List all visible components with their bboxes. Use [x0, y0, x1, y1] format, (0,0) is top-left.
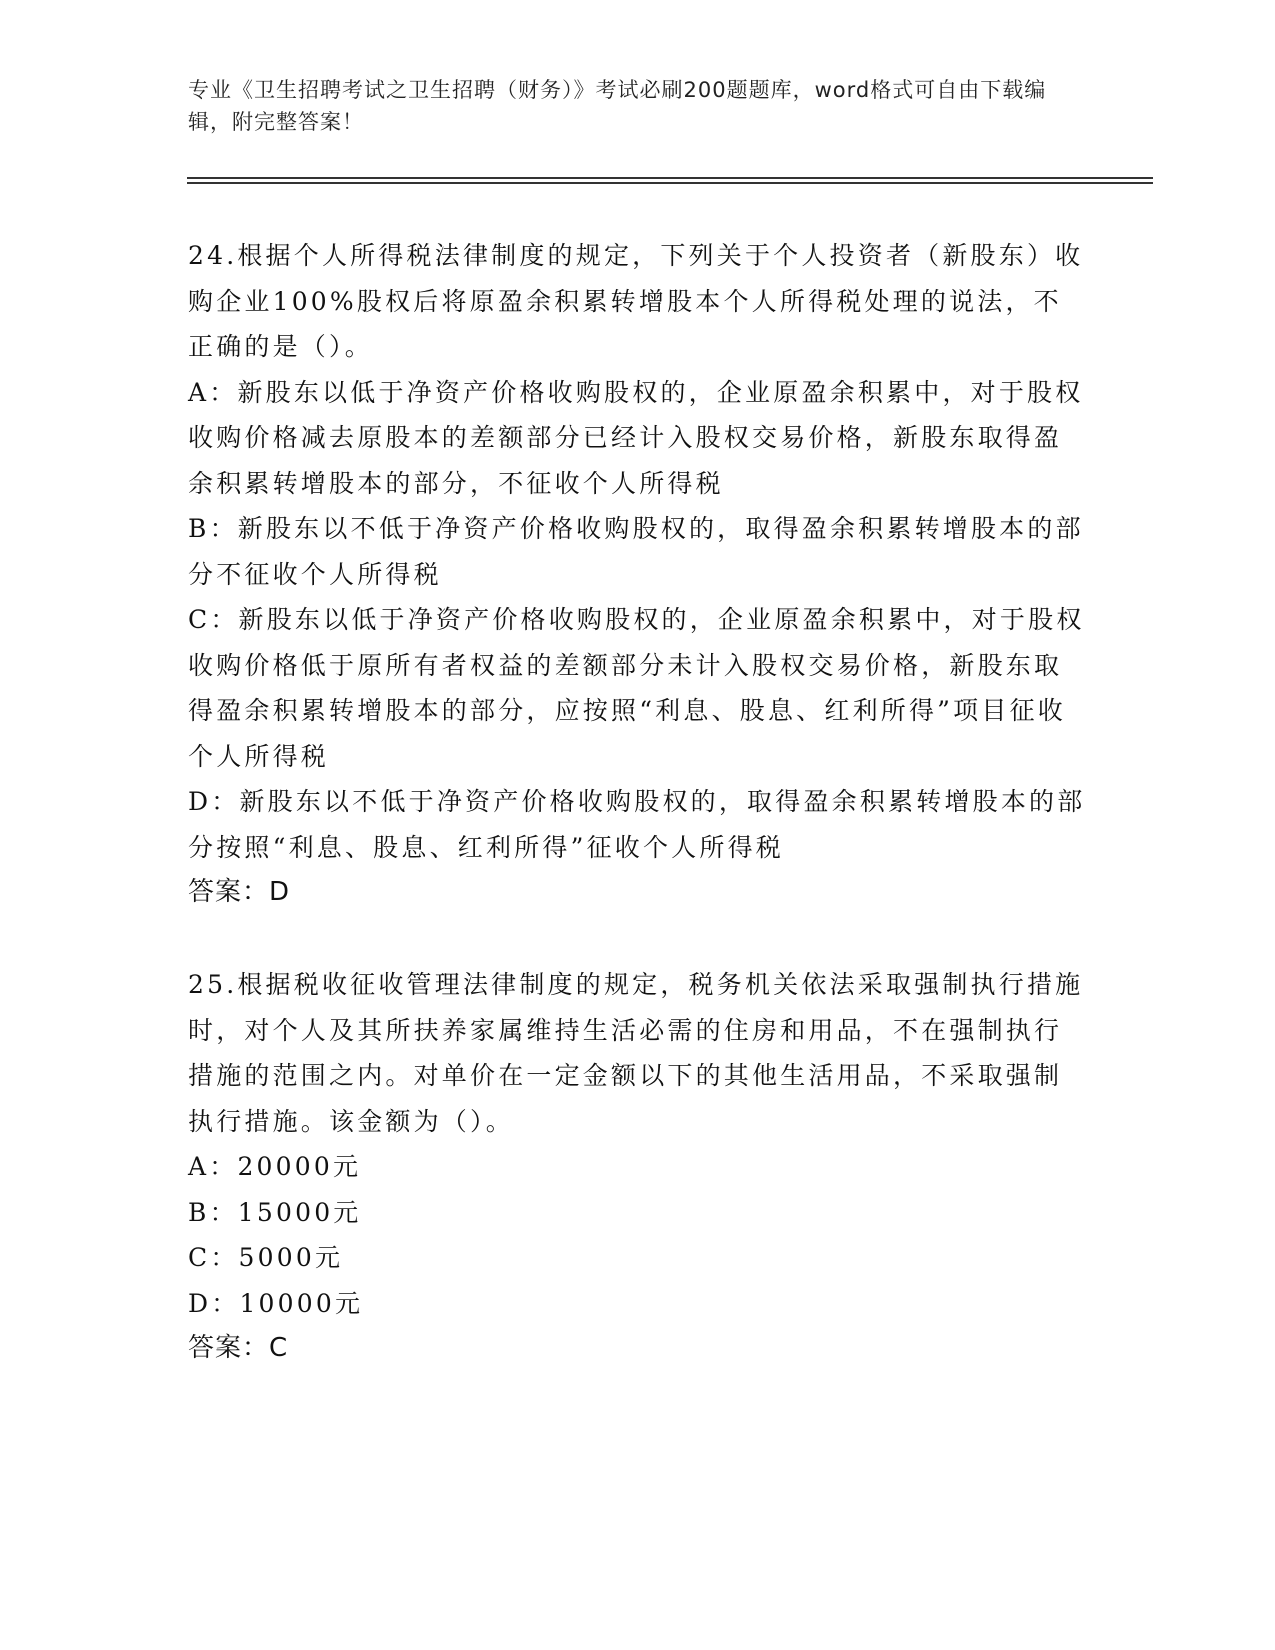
option-a: A：新股东以低于净资产价格收购股权的，企业原盈余积累中，对于股权收购价格减去原股本的差额部分已经计入股权交易价格，新股东取得盈余积累转增股本的部分，不征收个人所得税	[188, 377, 1084, 498]
question-24	[188, 233, 1088, 915]
answer-label: 答案：D	[188, 877, 291, 907]
answer-label: 答案：C	[188, 1333, 289, 1363]
option-b: B：新股东以不低于净资产价格收购股权的，取得盈余积累转增股本的部分不征收个人所得税	[188, 514, 1084, 589]
header-divider	[187, 177, 1153, 184]
option-b: B：15000元	[188, 1197, 362, 1227]
document-header: 专业《卫生招聘考试之卫生招聘（财务）》考试必刷200题题库，word格式可自由下载编辑，附完整答案！	[188, 78, 1047, 134]
option-d: D：新股东以不低于净资产价格收购股权的，取得盈余积累转增股本的部分按照“利息、股息、红利所得”征收个人所得税	[188, 787, 1086, 862]
option-c: C：5000元	[188, 1243, 344, 1272]
option-a: A：20000元	[188, 1152, 362, 1181]
question-stem: 25.根据税收征收管理法律制度的规定，税务机关依法采取强制执行措施时，对个人及其所扶养家属维持生活必需的住房和用品，不在强制执行措施的范围之内。对单价在一定金额以下的其他生活用品，不采取强制执行措施。该金额为（）。	[188, 970, 1084, 1136]
option-d: D：10000元	[188, 1288, 364, 1318]
option-c: C：新股东以低于净资产价格收购股权的，企业原盈余积累中，对于股权收购价格低于原所有者权益的差额部分未计入股权交易价格，新股东取得盈余积累转增股本的部分，应按照“利息、股息、红利所得”项目征收个人所得税	[188, 605, 1085, 771]
question-25	[188, 962, 1088, 1371]
question-stem: 24.根据个人所得税法律制度的规定，下列关于个人投资者（新股东）收购企业100%股权后将原盈余积累转增股本个人所得税处理的说法，不正确的是（）。	[188, 241, 1084, 361]
